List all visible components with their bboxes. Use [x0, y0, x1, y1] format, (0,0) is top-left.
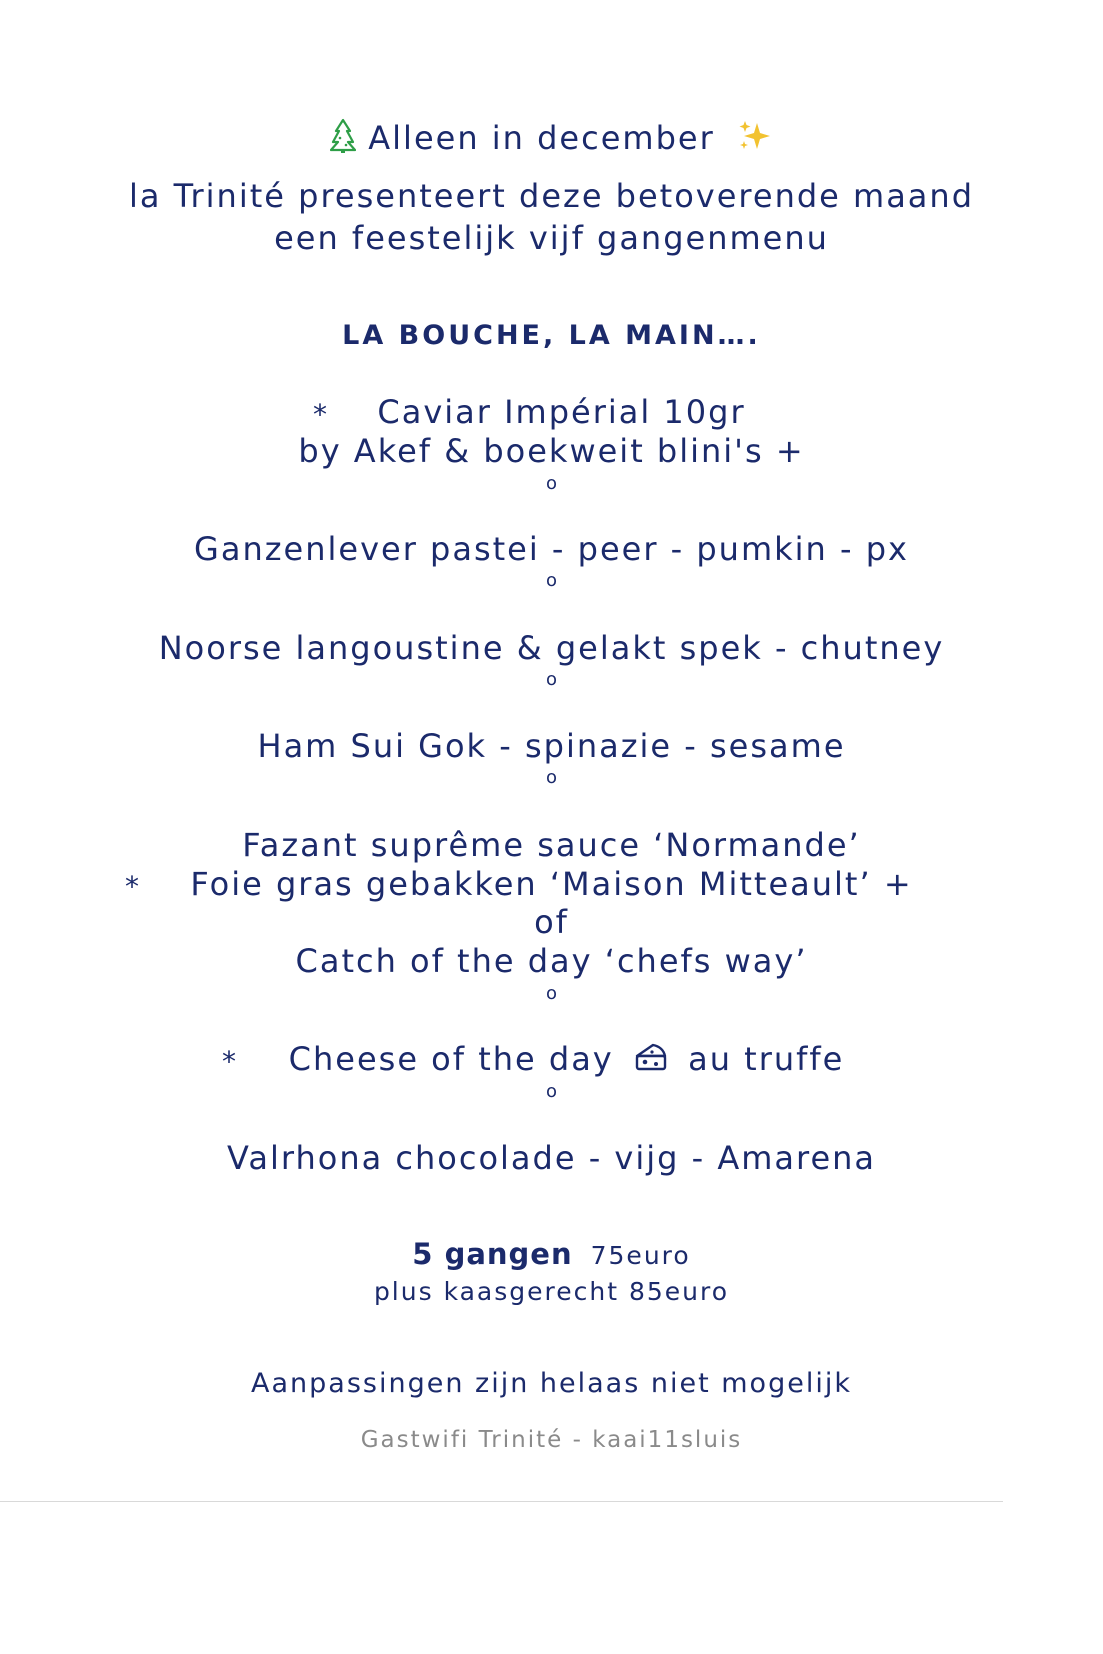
course-main-line-1: Fazant suprême sauce ‘Normande’ — [242, 826, 861, 864]
course-dessert: Valrhona chocolade - vijg - Amarena — [226, 1139, 877, 1177]
cheese-text-before: Cheese of the day — [288, 1040, 614, 1078]
pricing-label: 5 gangen — [412, 1237, 573, 1271]
notice-text: Aanpassingen zijn helaas niet mogelijk — [251, 1368, 852, 1399]
supplement-marker: * — [125, 870, 139, 903]
course-main-or: of — [534, 903, 569, 941]
separator: o — [545, 767, 557, 788]
course-foie-pastei: Ganzenlever pastei - peer - pumkin - px — [194, 530, 909, 568]
separator: o — [545, 473, 557, 494]
separator: o — [545, 983, 557, 1004]
course-cheese — [0, 1040, 1103, 1080]
pricing-line — [0, 1237, 1103, 1271]
intro-line-1: la Trinité presenteert deze betoverende maand — [128, 177, 974, 215]
course-caviar-line-1: Caviar Impérial 10gr — [377, 393, 746, 431]
course-caviar-line-2: by Akef & boekweit blini's + — [298, 432, 805, 470]
separator: o — [545, 570, 557, 591]
course-langoustine: Noorse langoustine & gelakt spek - chutney — [158, 629, 945, 667]
footer-divider — [0, 1501, 1003, 1502]
intro-line-2: een feestelijk vijf gangenmenu — [274, 219, 829, 257]
separator: o — [545, 669, 557, 690]
course-main-line-2: Foie gras gebakken ‘Maison Mitteault’ + — [190, 865, 913, 903]
separator: o — [545, 1081, 557, 1102]
pricing-price: 75euro — [590, 1241, 691, 1270]
footer-wifi: Gastwifi Trinité - kaai11sluis — [360, 1427, 743, 1453]
course-ham-sui-gok: Ham Sui Gok - spinazie - sesame — [257, 727, 846, 765]
supplement-marker: * — [222, 1045, 236, 1078]
header-title-line — [0, 118, 1103, 162]
header-title: Alleen in december — [368, 119, 715, 157]
cheese-text-after: au truffe — [688, 1040, 845, 1078]
sparkles-icon — [737, 119, 773, 161]
section-title: LA BOUCHE, LA MAIN…. — [342, 320, 761, 351]
cheese-icon — [634, 1042, 668, 1080]
pricing-extra: plus kaasgerecht 85euro — [373, 1277, 730, 1306]
supplement-marker: * — [313, 398, 327, 431]
course-main-line-3: Catch of the day ‘chefs way’ — [295, 942, 808, 980]
christmas-tree-icon — [330, 118, 356, 162]
